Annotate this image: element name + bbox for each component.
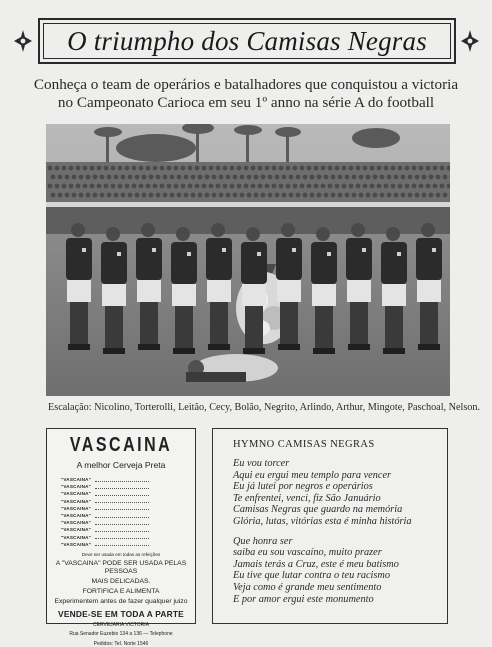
crowd-spectator <box>419 166 424 171</box>
crowd-spectator <box>177 193 182 198</box>
crowd-spectator <box>275 193 280 198</box>
ad-recommendation-row <box>61 534 195 541</box>
crowd-spectator <box>272 184 277 189</box>
crowd-spectator <box>359 175 364 180</box>
crowd-spectator <box>209 166 214 171</box>
crowd-spectator <box>188 166 193 171</box>
hymn-stanza <box>233 458 447 528</box>
ad-dotted-leader <box>95 542 149 546</box>
crowd-spectator <box>258 184 263 189</box>
fleuron-ornament-icon <box>459 28 481 54</box>
crowd-spectator <box>90 184 95 189</box>
crowd-spectator <box>342 166 347 171</box>
ad-recommendation-row <box>61 498 195 505</box>
crowd-spectator <box>356 184 361 189</box>
crowd-spectator <box>300 184 305 189</box>
crowd-spectator <box>342 184 347 189</box>
crowd-spectator <box>212 175 217 180</box>
crowd-spectator <box>188 184 193 189</box>
crowd-spectator <box>370 184 375 189</box>
fleuron-ornament-icon <box>12 28 34 54</box>
crowd-spectator <box>265 166 270 171</box>
crowd-spectator <box>443 175 448 180</box>
crowd-spectator <box>268 175 273 180</box>
crowd-spectator <box>230 166 235 171</box>
crowd-spectator <box>219 175 224 180</box>
crowd-spectator <box>387 175 392 180</box>
crowd-spectator <box>440 184 445 189</box>
hymn-line: Te enfrentei, venci, fiz São Januário <box>233 493 447 505</box>
crowd-spectator <box>212 193 217 198</box>
ad-brand-mention: "VASCAINA" <box>61 499 95 504</box>
crowd-spectator <box>184 193 189 198</box>
ad-recommendation-row <box>61 505 195 512</box>
crowd-spectator <box>237 166 242 171</box>
crowd-spectator <box>226 175 231 180</box>
crowd-spectator <box>107 193 112 198</box>
ad-subtitle: A melhor Cerveja Preta <box>47 460 195 470</box>
crowd-spectator <box>433 184 438 189</box>
crowd-spectator <box>135 193 140 198</box>
crowd-spectator <box>174 184 179 189</box>
crowd-spectator <box>314 184 319 189</box>
crowd-spectator <box>100 193 105 198</box>
crowd-spectator <box>419 184 424 189</box>
crowd-spectator <box>328 166 333 171</box>
crowd-spectator <box>128 193 133 198</box>
hymn-line: Jamais terás a Cruz, este é meu batismo <box>233 559 447 571</box>
crowd-spectator <box>293 184 298 189</box>
crowd-spectator <box>121 193 126 198</box>
crowd-spectator <box>118 184 123 189</box>
hymn-line: Veja como é grande meu sentimento <box>233 582 447 594</box>
crowd-spectator <box>254 175 259 180</box>
crowd-spectator <box>177 175 182 180</box>
crowd-spectator <box>268 193 273 198</box>
hymn-line: Camisas Negras que guardo na memória <box>233 504 447 516</box>
hymn-line: Glória, lutas, vitórias esta é minha história <box>233 516 447 528</box>
crowd-spectator <box>366 175 371 180</box>
crowd-spectator <box>170 193 175 198</box>
crowd-spectator <box>237 184 242 189</box>
crowd-spectator <box>363 166 368 171</box>
crowd-spectator <box>328 184 333 189</box>
crowd-spectator <box>216 184 221 189</box>
ad-recommendation-list <box>61 476 195 548</box>
crowd-spectator <box>436 175 441 180</box>
crowd-spectator <box>132 184 137 189</box>
crowd-spectator <box>405 184 410 189</box>
crowd-spectator <box>79 193 84 198</box>
crowd-spectator <box>338 175 343 180</box>
ad-note: FORTIFICA E ALIMENTA <box>47 588 195 596</box>
crowd-spectator <box>356 166 361 171</box>
crowd-spectator <box>198 193 203 198</box>
crowd-spectator <box>167 166 172 171</box>
crowd-spectator <box>132 166 137 171</box>
ad-dotted-leader <box>95 478 149 482</box>
crowd-spectator <box>286 184 291 189</box>
ad-title: VASCAINA <box>47 435 195 458</box>
ad-recommendation-row <box>61 526 195 533</box>
crowd-spectator <box>345 175 350 180</box>
lineup-caption: Escalação: Nicolino, Torterolli, Leitão, Cecy, Bolão, Negrito, Arlindo, Arthur, Mingote, Paschoal, Nelson. <box>48 402 468 413</box>
ad-recommendation-row <box>61 541 195 548</box>
hymn-line: Eu já lutei por negros e operários <box>233 481 447 493</box>
crowd-spectator <box>58 193 63 198</box>
crowd-spectator <box>384 184 389 189</box>
crowd-spectator <box>331 175 336 180</box>
crowd-spectator <box>335 184 340 189</box>
crowd-spectator <box>394 193 399 198</box>
crowd-spectator <box>174 166 179 171</box>
headline: O triumpho dos Camisas Negras <box>67 26 427 57</box>
crowd-spectator <box>433 166 438 171</box>
crowd-spectator <box>83 184 88 189</box>
crowd-spectator <box>331 193 336 198</box>
ad-brand-mention: "VASCAINA" <box>61 477 95 482</box>
crowd-spectator <box>216 166 221 171</box>
ad-dotted-leader <box>95 492 149 496</box>
crowd-spectator <box>48 184 53 189</box>
hymn-line: saiba eu sou vascaíno, muito prazer <box>233 547 447 559</box>
crowd-spectator <box>149 193 154 198</box>
ad-recommendation-row <box>61 476 195 483</box>
crowd-spectator <box>370 166 375 171</box>
crowd-spectator <box>86 175 91 180</box>
hymn-line: Aqui eu ergui meu templo para vencer <box>233 470 447 482</box>
crowd-spectator <box>422 175 427 180</box>
crowd-spectator <box>100 175 105 180</box>
hymn-line: Eu vou torcer <box>233 458 447 470</box>
ad-recommendation-row <box>61 483 195 490</box>
hymn-line: E por amor ergui este monumento <box>233 594 447 606</box>
crowd-spectator <box>349 184 354 189</box>
crowd-spectator <box>111 166 116 171</box>
crowd-spectator <box>83 166 88 171</box>
subheadline-line: Conheça o team de operários e batalhadores que conquistou a victoria <box>20 76 472 94</box>
ad-dotted-leader <box>95 514 149 518</box>
crowd-spectator <box>93 175 98 180</box>
crowd-spectator <box>377 166 382 171</box>
crowd-spectator <box>156 193 161 198</box>
crowd-spectator <box>58 175 63 180</box>
crowd-spectator <box>181 166 186 171</box>
crowd-spectator <box>405 166 410 171</box>
crowd-spectator <box>289 175 294 180</box>
subheadline-line: no Campeonato Carioca em seu 1º anno na série A do football <box>20 94 472 112</box>
crowd-spectator <box>93 193 98 198</box>
hymn-line: Eu tive que lutar contra o teu racismo <box>233 570 447 582</box>
crowd-spectator <box>191 193 196 198</box>
crowd-spectator <box>114 175 119 180</box>
crowd-spectator <box>163 193 168 198</box>
ad-footer: Pedidos: Tel. Norte 1546 <box>47 641 195 647</box>
crowd-spectator <box>324 175 329 180</box>
ad-dotted-leader <box>95 535 149 539</box>
crowd-spectator <box>349 166 354 171</box>
ad-note: Deve ser usada em todas as refeições <box>53 552 189 558</box>
crowd-spectator <box>279 166 284 171</box>
crowd-spectator <box>408 193 413 198</box>
crowd-spectator <box>429 193 434 198</box>
beer-advertisement <box>46 428 196 624</box>
crowd-spectator <box>128 175 133 180</box>
crowd-spectator <box>90 166 95 171</box>
crowd-spectator <box>314 166 319 171</box>
crowd-spectator <box>296 193 301 198</box>
hymn-box <box>212 428 448 624</box>
crowd-spectator <box>72 193 77 198</box>
crowd-spectator <box>401 175 406 180</box>
crowd-spectator <box>279 184 284 189</box>
crowd-spectator <box>146 184 151 189</box>
crowd-spectator <box>380 193 385 198</box>
subheadline <box>20 76 472 112</box>
crowd-spectator <box>223 166 228 171</box>
crowd-spectator <box>387 193 392 198</box>
ad-brand-mention: "VASCAINA" <box>61 535 95 540</box>
crowd-spectator <box>69 184 74 189</box>
crowd-spectator <box>261 175 266 180</box>
crowd-spectator <box>76 166 81 171</box>
crowd-spectator <box>55 184 60 189</box>
crowd-spectator <box>104 184 109 189</box>
crowd-spectator <box>293 166 298 171</box>
crowd-spectator <box>422 193 427 198</box>
crowd-spectator <box>118 166 123 171</box>
crowd-spectator <box>261 193 266 198</box>
crowd-spectator <box>153 166 158 171</box>
team-photograph <box>46 124 450 396</box>
crowd-spectator <box>146 166 151 171</box>
crowd-spectator <box>247 175 252 180</box>
crowd-spectator <box>160 166 165 171</box>
crowd-spectator <box>412 184 417 189</box>
crowd-spectator <box>65 175 70 180</box>
crowd-spectator <box>317 193 322 198</box>
crowd-spectator <box>97 166 102 171</box>
crowd-spectator <box>79 175 84 180</box>
crowd-spectator <box>373 193 378 198</box>
ad-note: MAIS DELICADAS. <box>47 578 195 586</box>
team-photo-illustration <box>46 124 450 396</box>
hymn-stanza <box>233 536 447 606</box>
crowd-spectator <box>394 175 399 180</box>
crowd-spectator <box>398 184 403 189</box>
ad-recommendation-row <box>61 490 195 497</box>
crowd-spectator <box>398 166 403 171</box>
crowd-spectator <box>51 193 56 198</box>
crowd-spectator <box>65 193 70 198</box>
crowd-spectator <box>184 175 189 180</box>
ad-brand-mention: "VASCAINA" <box>61 491 95 496</box>
crowd-spectator <box>142 175 147 180</box>
crowd-spectator <box>272 166 277 171</box>
crowd-spectator <box>401 193 406 198</box>
crowd-spectator <box>163 175 168 180</box>
ad-recommendation-row <box>61 512 195 519</box>
crowd-spectator <box>380 175 385 180</box>
crowd-spectator <box>62 184 67 189</box>
crowd-spectator <box>335 166 340 171</box>
crowd-spectator <box>240 175 245 180</box>
crowd-spectator <box>198 175 203 180</box>
crowd-spectator <box>415 175 420 180</box>
crowd-spectator <box>321 184 326 189</box>
crowd-spectator <box>391 184 396 189</box>
ad-dotted-leader <box>95 528 149 532</box>
crowd-spectator <box>426 184 431 189</box>
crowd-spectator <box>139 166 144 171</box>
crowd-spectator <box>443 193 448 198</box>
crowd-spectator <box>317 175 322 180</box>
crowd-spectator <box>111 184 116 189</box>
crowd-spectator <box>209 184 214 189</box>
crowd-spectator <box>226 193 231 198</box>
crowd-spectator <box>160 184 165 189</box>
crowd-spectator <box>391 166 396 171</box>
crowd-spectator <box>55 166 60 171</box>
crowd-spectator <box>258 166 263 171</box>
crowd-spectator <box>167 184 172 189</box>
ad-note: A "VASCAINA" PODE SER USADA PELAS PESSOAS <box>47 560 195 576</box>
crowd-spectator <box>195 184 200 189</box>
crowd-spectator <box>303 193 308 198</box>
crowd-spectator <box>251 166 256 171</box>
crowd-spectator <box>377 184 382 189</box>
crowd-spectator <box>429 175 434 180</box>
headline-banner <box>38 18 456 64</box>
crowd-spectator <box>69 166 74 171</box>
ad-sell-line: VENDE-SE EM TODA A PARTE <box>47 609 195 619</box>
crowd-spectator <box>233 175 238 180</box>
crowd-spectator <box>202 184 207 189</box>
crowd-spectator <box>233 193 238 198</box>
crowd-spectator <box>153 184 158 189</box>
crowd-spectator <box>181 184 186 189</box>
ad-brand-mention: "VASCAINA" <box>61 527 95 532</box>
crowd-spectator <box>300 166 305 171</box>
crowd-spectator <box>303 175 308 180</box>
ad-dotted-leader <box>95 506 149 510</box>
crowd-spectator <box>352 175 357 180</box>
crowd-spectator <box>223 184 228 189</box>
crowd-spectator <box>149 175 154 180</box>
crowd-spectator <box>156 175 161 180</box>
crowd-spectator <box>296 175 301 180</box>
ad-brand-mention: "VASCAINA" <box>61 506 95 511</box>
crowd-spectator <box>114 193 119 198</box>
crowd-spectator <box>310 175 315 180</box>
crowd-spectator <box>104 166 109 171</box>
crowd-spectator <box>321 166 326 171</box>
crowd-spectator <box>307 166 312 171</box>
ad-dotted-leader <box>95 499 149 503</box>
crowd-spectator <box>191 175 196 180</box>
crowd-spectator <box>282 175 287 180</box>
ad-dotted-leader <box>95 485 149 489</box>
crowd-spectator <box>436 193 441 198</box>
crowd-spectator <box>366 193 371 198</box>
crowd-spectator <box>408 175 413 180</box>
crowd-spectator <box>125 184 130 189</box>
crowd-spectator <box>230 184 235 189</box>
ad-dotted-leader <box>95 521 149 525</box>
crowd-spectator <box>142 193 147 198</box>
crowd-spectator <box>125 166 130 171</box>
crowd-spectator <box>415 193 420 198</box>
crowd-spectator <box>135 175 140 180</box>
crowd-spectator <box>247 193 252 198</box>
crowd-spectator <box>345 193 350 198</box>
ad-footer: Rua Senador Euzebio 134 a 136 — Telephone <box>47 631 195 637</box>
crowd-spectator <box>107 175 112 180</box>
crowd-spectator <box>275 175 280 180</box>
ad-brand-mention: "VASCAINA" <box>61 520 95 525</box>
ad-note: Experimentem antes de fazer qualquer juizo <box>47 598 195 606</box>
crowd-spectator <box>363 184 368 189</box>
ad-brand-mention: "VASCAINA" <box>61 484 95 489</box>
hymn-title: HYMNO CAMISAS NEGRAS <box>233 439 447 450</box>
crowd-spectator <box>205 193 210 198</box>
crowd-spectator <box>440 166 445 171</box>
crowd-spectator <box>121 175 126 180</box>
ad-brand-mention: "VASCAINA" <box>61 542 95 547</box>
crowd-spectator <box>170 175 175 180</box>
crowd-spectator <box>195 166 200 171</box>
ad-footer: CERVEJARIA VICTORIA <box>47 622 195 628</box>
crowd-spectator <box>240 193 245 198</box>
ad-recommendation-row <box>61 519 195 526</box>
crowd-spectator <box>265 184 270 189</box>
crowd-spectator <box>384 166 389 171</box>
crowd-spectator <box>219 193 224 198</box>
ad-brand-mention: "VASCAINA" <box>61 513 95 518</box>
crowd-spectator <box>205 175 210 180</box>
crowd-spectator <box>72 175 77 180</box>
crowd-spectator <box>338 193 343 198</box>
crowd-spectator <box>251 184 256 189</box>
crowd-spectator <box>426 166 431 171</box>
crowd-spectator <box>62 166 67 171</box>
crowd-spectator <box>359 193 364 198</box>
crowd-spectator <box>286 166 291 171</box>
crowd-spectator <box>51 175 56 180</box>
crowd-spectator <box>352 193 357 198</box>
crowd-spectator <box>244 166 249 171</box>
crowd-spectator <box>139 184 144 189</box>
crowd-spectator <box>310 193 315 198</box>
crowd-spectator <box>97 184 102 189</box>
crowd-spectator <box>76 184 81 189</box>
crowd-spectator <box>324 193 329 198</box>
crowd-spectator <box>244 184 249 189</box>
hymn-line: Que honra ser <box>233 536 447 548</box>
crowd-spectator <box>412 166 417 171</box>
crowd-spectator <box>254 193 259 198</box>
crowd-spectator <box>373 175 378 180</box>
crowd-spectator <box>282 193 287 198</box>
crowd-spectator <box>86 193 91 198</box>
crowd-spectator <box>307 184 312 189</box>
crowd-spectator <box>202 166 207 171</box>
crowd-spectator <box>289 193 294 198</box>
crowd-spectator <box>48 166 53 171</box>
